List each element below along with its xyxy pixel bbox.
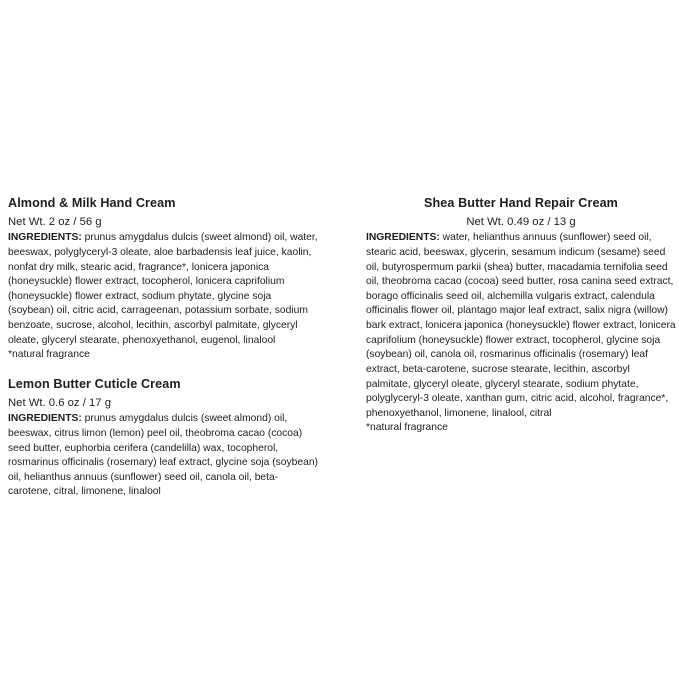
product-net-weight: Net Wt. 0.49 oz / 13 g	[466, 215, 576, 228]
ingredients-text: water, helianthus annuus (sunflower) seed oil, stearic acid, beeswax, glycerin, sesamum indicum (sesame) seed oil, butyrospermum parkii (shea) butter, macadamia ternifolia seed oil, theobroma cacao (cocoa) seed butter, rosa canina seed extract, borago officinalis seed oil, alchemilla vulgaris extract, calendula officinalis flower oil, plantago major leaf extract, salix nigra (willow) bark extract, lonicera japonica (honeysuckle) flower extract, lonicera caprifolium (honeysuckle) flower extract, tocopherol, glycine soja (soybean) oil, canola oil, rosmarinus officinalis (rosemary) leaf extract, beta-carotene, sucrose stearate, lecithin, ascorbyl palmitate, glyceryl oleate, glyceryl stearate, sodium phytate, polyglyceryl-3 oleate, xanthan gum, citric acid, alcohol, fragrance*, phenoxyethanol, limonene, linalool, citral	[366, 232, 676, 419]
fragrance-footnote: *natural fragrance	[8, 349, 90, 361]
ingredients-paragraph	[8, 231, 318, 348]
ingredients-paragraph	[366, 231, 676, 421]
product-net-weight: Net Wt. 2 oz / 56 g	[8, 215, 102, 228]
ingredients-text: prunus amygdalus dulcis (sweet almond) oil, beeswax, citrus limon (lemon) peel oil, theobroma cacao (cocoa) seed butter, euphorbia cerifera (candelilla) wax, tocopherol, rosmarinus officinalis (rosemary) leaf extract, glycine soja (soybean) oil, helianthus annuus (sunflower) seed oil, canola oil, beta-carotene, citral, limonene, linalool	[8, 413, 318, 498]
ingredients-paragraph	[8, 412, 318, 500]
product-net-weight: Net Wt. 0.6 oz / 17 g	[8, 396, 111, 409]
ingredients-label: INGREDIENTS:	[8, 232, 82, 244]
product-shea-butter-hand-repair-cream	[366, 196, 676, 436]
product-title: Lemon Butter Cuticle Cream	[8, 376, 181, 391]
ingredients-label: INGREDIENTS:	[366, 232, 440, 244]
ingredients-text: prunus amygdalus dulcis (sweet almond) oil, water, beeswax, polyglyceryl-3 oleate, aloe barbadensis leaf juice, kaolin, nonfat dry milk, stearic acid, fragrance*, lonicera japonica (honeysuckle) flower extract, tocopherol, lonicera caprifolium (honeysuckle) flower extract, sodium phytate, glycine soja (soybean) oil, citric acid, carrageenan, potassium sorbate, sodium benzoate, sucrose, alcohol, lecithin, ascorbyl palmitate, glyceryl oleate, glyceryl stearate, phenoxyethanol, eugenol, linalool	[8, 232, 318, 346]
right-column	[366, 196, 676, 450]
fragrance-footnote: *natural fragrance	[366, 422, 448, 434]
ingredients-label: INGREDIENTS:	[8, 413, 82, 425]
left-column	[8, 196, 318, 514]
product-almond-milk-hand-cream	[8, 196, 318, 363]
product-lemon-butter-cuticle-cream	[8, 377, 318, 500]
product-title: Shea Butter Hand Repair Cream	[424, 196, 618, 210]
product-title: Almond & Milk Hand Cream	[8, 196, 176, 210]
